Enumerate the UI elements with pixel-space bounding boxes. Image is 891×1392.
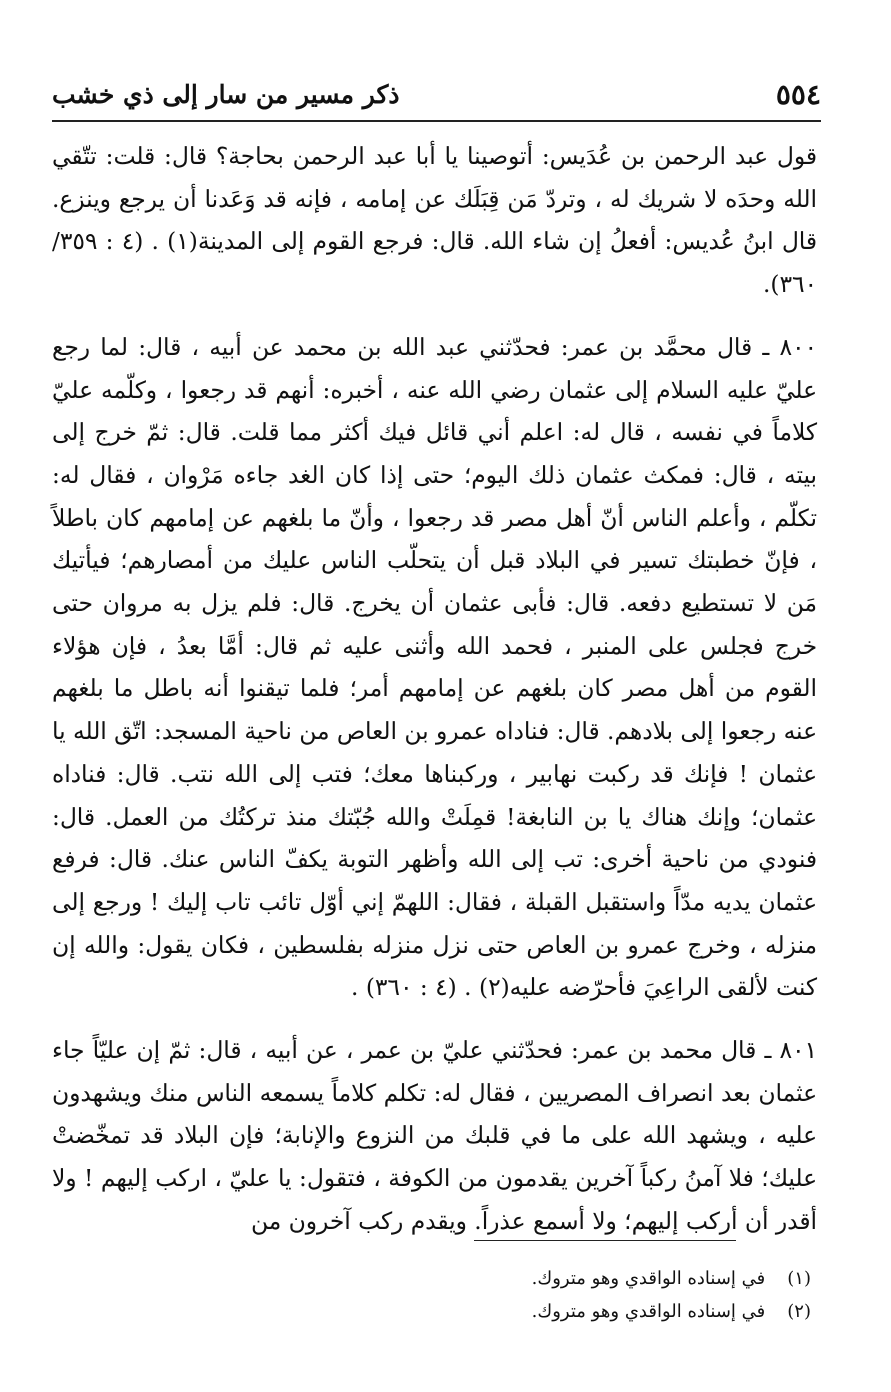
footnotes bbox=[52, 1262, 811, 1328]
body-text bbox=[52, 136, 817, 1244]
footnote-item bbox=[52, 1295, 811, 1328]
footnote-text: في إسناده الواقدي وهو متروك. bbox=[531, 1301, 766, 1322]
header-rule bbox=[52, 120, 821, 122]
footnote-marker: (٢) bbox=[787, 1301, 811, 1322]
paragraph-800: ٨٠٠ ـ قال محمَّد بن عمر: فحدّثني عبد الله بن محمد عن أبيه ، قال: لما رجع عليّ عليه السلام إلى عثمان رضي الله عنه ، أخبره: أنهم قد رجعوا ، وكلّمه عليّ كلاماً في نفسه ، قال له: اعلم أني قائل فيك أكثر مما قلت. قال: ثمّ خرج إلى بيته ، قال: فمكث عثمان ذلك اليوم؛ حتى إذا كان الغد جاءه مَرْوان ، فقال له: تكلّم ، وأعلم الناس أنّ أهل مصر قد رجعوا ، وأنّ ما بلغهم عن إمامهم كان باطلاً ، فإنّ خطبتك تسير في البلاد قبل أن يتحلّب الناس عليك من أمصارهم؛ فيأتيك مَن لا تستطيع دفعه. قال: فأبى عثمان أن يخرج. قال: فلم يزل به مروان حتى خرج فجلس على المنبر ، فحمد الله وأثنى عليه ثم قال: أمَّا بعدُ ، فإن هؤلاء القوم من أهل مصر كان بلغهم عن إمامهم أمر؛ فلما تيقنوا أنه باطل ما بلغهم عنه رجعوا إلى بلادهم. قال: فناداه عمرو بن العاص من ناحية المسجد: اتّق الله يا عثمان ! فإنك قد ركبت نهابير ، وركبناها معك؛ فتب إلى الله نتب. قال: فناداه عثمان؛ وإنك هناك يا بن النابغة! قمِلَتْ والله جُبّتك منذ تركتُك من العمل. قال: فنودي من ناحية أخرى: تب إلى الله وأظهر التوبة يكفّ الناس عنك. قال: فرفع عثمان يديه مدّاً واستقبل القبلة ، فقال: اللهمّ إني أوّل تائب تاب إليك ! ورجع إلى منزله ، وخرج عمرو بن العاص حتى نزل منزله بفلسطين ، فكان يقول: والله إن كنت لألقى الراعِيَ فأحرّضه عليه(٢) . (٤ : ٣٦٠) . bbox=[52, 333, 817, 1002]
footnote-rule bbox=[474, 1240, 736, 1241]
footnote-marker: (١) bbox=[787, 1268, 811, 1289]
footnote-text: في إسناده الواقدي وهو متروك. bbox=[531, 1268, 766, 1289]
running-title: ذكر مسير من سار إلى ذي خشب bbox=[52, 80, 400, 109]
footnote-item bbox=[52, 1262, 811, 1295]
page-header bbox=[52, 78, 821, 114]
page-number: ٥٥٤ bbox=[775, 78, 821, 111]
paragraph-801: ٨٠١ ـ قال محمد بن عمر: فحدّثني عليّ بن عمر ، عن أبيه ، قال: ثمّ إن عليّاً جاء عثمان بعد انصراف المصريين ، فقال له: تكلم كلاماً يسمعه الناس منك ويشهدون عليه ، ويشهد الله على ما في قلبك من النزوع والإنابة؛ فإن البلاد قد تمخّضتْ عليك؛ فلا آمنُ ركباً آخرين يقدمون من الكوفة ، فتقول: يا عليّ ، اركب إليهم ! ولا أقدر أن أركب إليهم؛ ولا أسمع عذراً. ويقدم ركب آخرون من bbox=[52, 1037, 817, 1235]
paragraph-continuation: قول عبد الرحمن بن عُدَيس: أتوصينا يا أبا عبد الرحمن بحاجة؟ قال: قلت: تتّقي الله وحدَه لا شريك له ، وتردّ مَن قِبَلَك عن إمامه ، فإنه قد وَعَدنا أن يرجع وينزع. قال ابنُ عُديس: أفعلُ إن شاء الله. قال: فرجع القوم إلى المدينة(١) . (٤ : ٣٥٩/ ٣٦٠). bbox=[52, 143, 817, 299]
